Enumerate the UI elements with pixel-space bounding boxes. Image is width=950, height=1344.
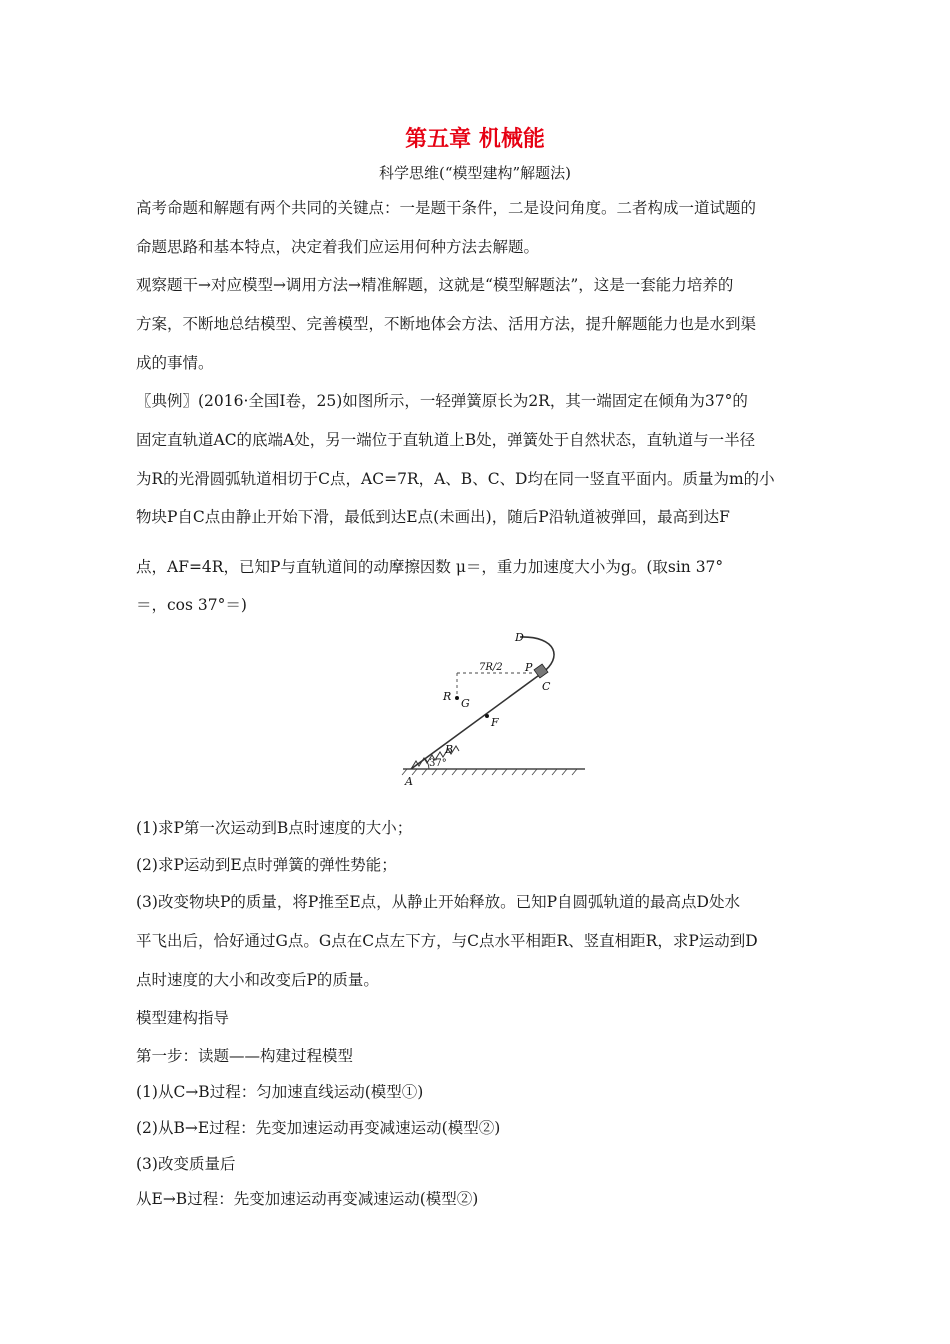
intro-line: 成的事情。 <box>136 354 214 372</box>
label-b: B <box>445 743 454 756</box>
label-distance: 7R/2 <box>479 662 503 673</box>
label-d: D <box>515 631 524 644</box>
problem-line: 〖典例〗(2016·全国Ⅰ卷，25)如图所示，一轻弹簧原长为2R，其一端固定在倾角为37°的 <box>136 392 748 410</box>
label-angle: 37° <box>429 758 447 769</box>
label-f: F <box>491 716 499 729</box>
intro-line: 命题思路和基本特点，决定着我们应运用何种方法去解题。 <box>136 238 540 256</box>
question-line: 点时速度的大小和改变后P的质量。 <box>136 971 379 989</box>
problem-line: 固定直轨道AC的底端A处，另一端位于直轨道上B处，弹簧处于自然状态，直轨道与一半径 <box>136 431 756 449</box>
intro-line: 观察题干→对应模型→调用方法→精准解题，这就是“模型解题法”，这是一套能力培养的 <box>136 276 734 294</box>
block-p <box>534 664 548 678</box>
incline-track <box>411 673 542 769</box>
label-a: A <box>405 775 413 788</box>
intro-line: 方案，不断地总结模型、完善模型，不断地体会方法、活用方法，提升解题能力也是水到渠 <box>136 315 757 333</box>
physics-diagram <box>395 628 595 793</box>
label-p: P <box>525 661 533 674</box>
model-line: (3)改变质量后 <box>136 1155 236 1173</box>
label-g: G <box>461 697 470 710</box>
problem-line: ＝，cos 37°＝) <box>136 596 247 614</box>
label-r: R <box>443 690 452 703</box>
problem-line: 为R的光滑圆弧轨道相切于C点，AC=7R，A、B、C、D均在同一竖直平面内。质量为m的小 <box>136 470 775 488</box>
point-f <box>485 714 489 718</box>
section-subtitle: 科学思维(“模型建构”解题法) <box>378 164 572 182</box>
model-line: (2)从B→E过程：先变加速运动再变减速运动(模型②) <box>136 1119 501 1137</box>
question-line: (1)求P第一次运动到B点时速度的大小； <box>136 819 413 837</box>
question-line: 平飞出后，恰好通过G点。G点在C点左下方，与C点水平相距R、竖直相距R，求P运动到D <box>136 932 758 950</box>
label-c: C <box>542 680 551 693</box>
problem-line: 点，AF=4R，已知P与直轨道间的动摩擦因数 μ＝，重力加速度大小为g。(取sin 37° <box>136 558 724 576</box>
model-line: (1)从C→B过程：匀加速直线运动(模型①) <box>136 1083 424 1101</box>
chapter-title: 第五章 机械能 <box>405 127 545 152</box>
question-line: (2)求P运动到E点时弹簧的弹性势能； <box>136 856 397 874</box>
ground-hatch <box>402 769 577 775</box>
question-line: (3)改变物块P的质量，将P推至E点，从静止开始释放。已知P自圆弧轨道的最高点D处水 <box>136 893 740 911</box>
point-g <box>455 696 459 700</box>
section-heading: 模型建构指导 <box>136 1009 230 1027</box>
problem-line: 物块P自C点由静止开始下滑，最低到达E点(未画出)，随后P沿轨道被弹回，最高到达F <box>136 508 730 526</box>
intro-line: 高考命题和解题有两个共同的关键点：一是题干条件，二是设问角度。二者构成一道试题的 <box>136 199 757 217</box>
step-heading: 第一步：读题——构建过程模型 <box>136 1047 354 1065</box>
model-line: 从E→B过程：先变加速运动再变减速运动(模型②) <box>136 1190 479 1208</box>
